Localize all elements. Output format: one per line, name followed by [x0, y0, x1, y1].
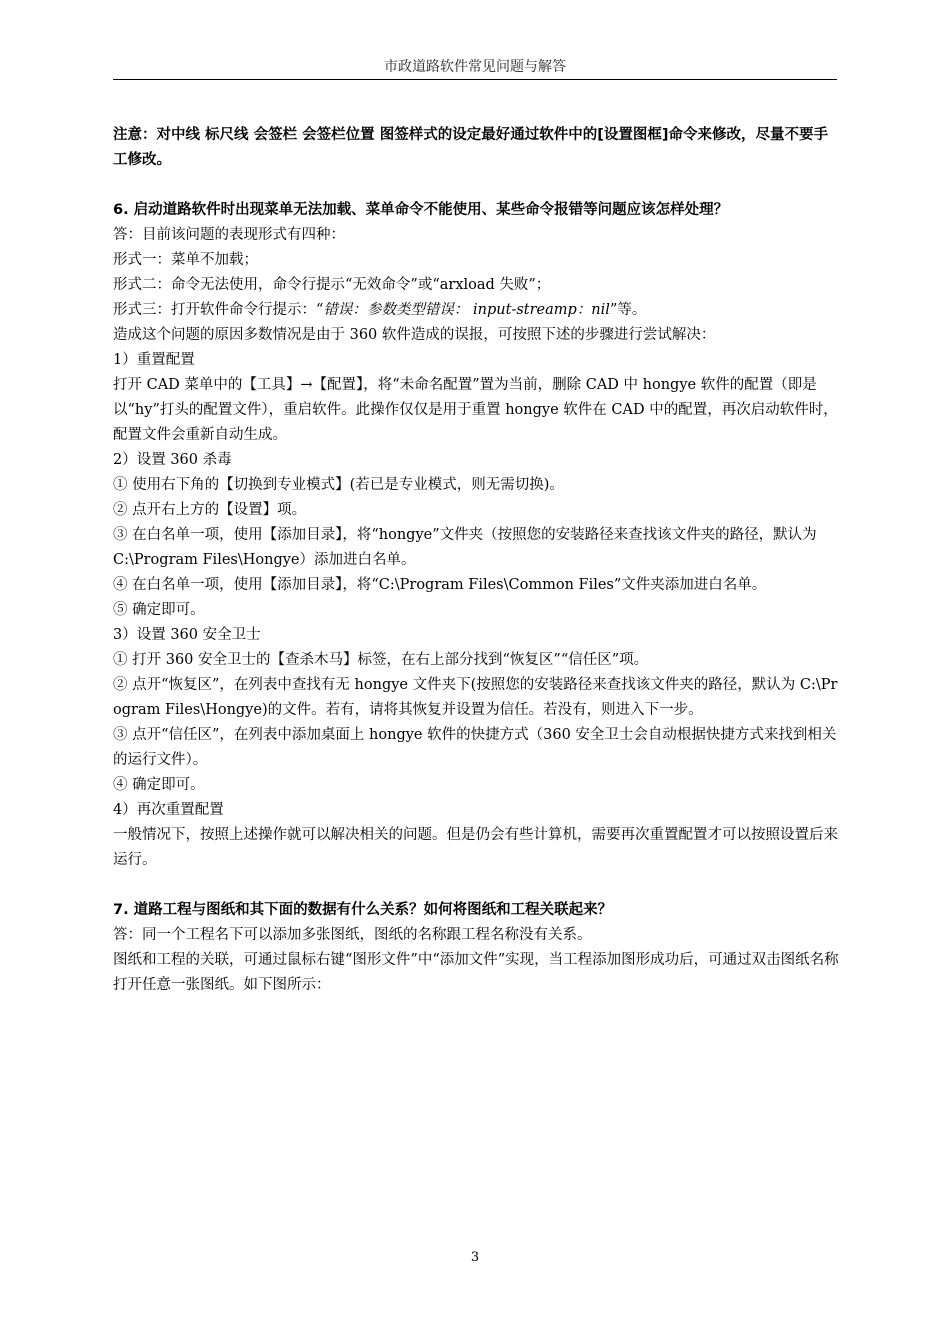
q7-text: 图纸和工程的关联，可通过鼠标右键“图形文件”中“添加文件”实现，当工程添加图形成功后，可通过双击图纸名称打开任意一张图纸。如下图所示：	[113, 952, 839, 993]
q6-form-2: 形式二：命令无法使用，命令行提示“无效命令”或“arxload 失败”；	[113, 277, 551, 293]
page-content	[113, 123, 839, 998]
step-2-item: ② 点开右上方的【设置】项。	[113, 502, 307, 518]
step-2-title: 2）设置 360 杀毒	[113, 452, 232, 468]
step-1-title: 1）重置配置	[113, 352, 195, 368]
page-number: 3	[470, 1250, 480, 1265]
step-2-item: ① 使用右下角的【切换到专业模式】(若已是专业模式，则无需切换)。	[113, 477, 564, 493]
page-header: 市政道路软件常见问题与解答	[113, 56, 837, 80]
step-3-title: 3）设置 360 安全卫士	[113, 627, 261, 643]
step-3-item: ④ 确定即可。	[113, 777, 205, 793]
question-6-title: 6. 启动道路软件时出现菜单无法加载、菜单命令不能使用、某些命令报错等问题应该怎样处理？	[113, 202, 729, 218]
q6-form-1: 形式一：菜单不加载；	[113, 252, 258, 268]
q6-form-3-suffix: ”等。	[609, 302, 647, 318]
step-2-item: ③ 在白名单一项，使用【添加目录】，将“hongye”文件夹（按照您的安装路径来查找该文件夹的路径，默认为 C:\Program Files\Hongye）添加进白名单。	[113, 527, 817, 568]
q6-form-3-prefix: 形式三：打开软件命令行提示：“	[113, 302, 324, 318]
step-2-item: ⑤ 确定即可。	[113, 602, 205, 618]
q7-answer: 答：同一个工程名下可以添加多张图纸，图纸的名称跟工程名称没有关系。	[113, 927, 592, 943]
step-2-item: ④ 在白名单一项，使用【添加目录】，将“C:\Program Files\Common Files”文件夹添加进白名单。	[113, 577, 767, 593]
step-4-title: 4）再次重置配置	[113, 802, 224, 818]
q6-form-3-error: 错误：参数类型错误： input-streamp：nil	[323, 302, 610, 318]
q6-cause: 造成这个问题的原因多数情况是由于 360 软件造成的误报，可按照下述的步骤进行尝试解决：	[113, 327, 716, 343]
step-3-item: ③ 点开“信任区”，在列表中添加桌面上 hongye 软件的快捷方式（360 安全卫士会自动根据快捷方式来找到相关的运行文件）。	[113, 727, 837, 768]
step-1-text: 打开 CAD 菜单中的【工具】→【配置】，将“未命名配置”置为当前，删除 CAD 中 hongye 软件的配置（即是以“hy”打头的配置文件），重启软件。此操作仅仅是用于重置 hongye 软件在 CAD 中的配置，再次启动软件时，配置文件会重新自动生成。	[113, 377, 838, 443]
step-4-text: 一般情况下，按照上述操作就可以解决相关的问题。但是仍会有些计算机，需要再次重置配置才可以按照设置后来运行。	[113, 827, 838, 868]
note-paragraph: 注意：对中线 标尺线 会签栏 会签栏位置 图签样式的设定最好通过软件中的[设置图框]命令来修改，尽量不要手工修改。	[113, 127, 828, 168]
step-3-item: ② 点开“恢复区”，在列表中查找有无 hongye 文件夹下(按照您的安装路径来查找该文件夹的路径，默认为 C:\Program Files\Hongye)的文件。若有，请将其恢复并设置为信任。若没有，则进入下一步。	[113, 677, 838, 718]
step-3-item: ① 打开 360 安全卫士的【查杀木马】标签，在右上部分找到“恢复区”“信任区”项。	[113, 652, 649, 668]
q6-answer-intro: 答：目前该问题的表现形式有四种：	[113, 227, 345, 243]
q6-form-3	[113, 298, 839, 323]
question-7-title: 7. 道路工程与图纸和其下面的数据有什么关系？如何将图纸和工程关联起来？	[113, 902, 613, 918]
